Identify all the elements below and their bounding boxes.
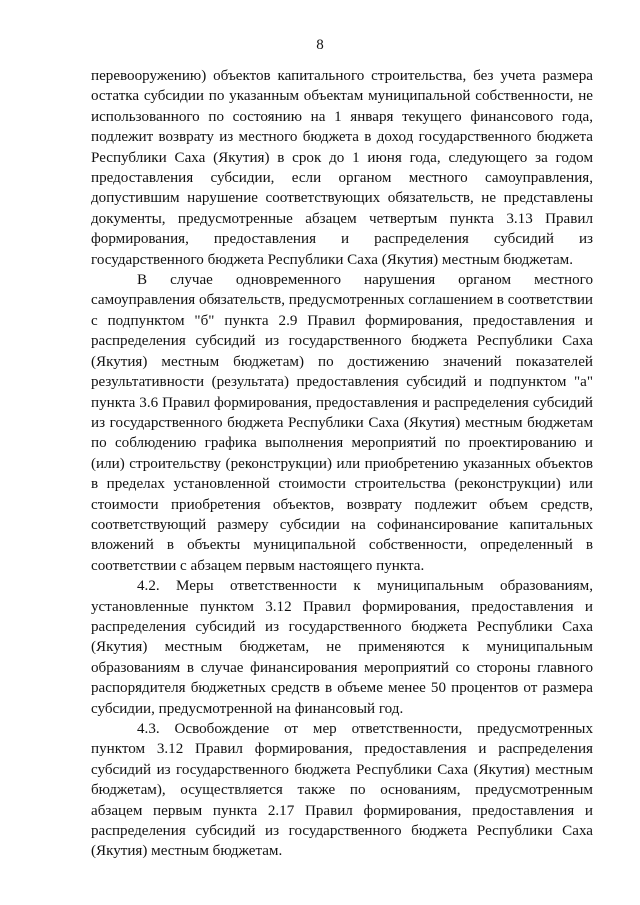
paragraph-simultaneous-violation: В случае одновременного нарушения органом местного самоуправления обязательств, предусмотренных соглашением в соответствии с подпунктом "б" пункта 2.9 Правил формирования, предоставления и распределения субсидий из государственного бюджета Республики Саха (Якутия) местным бюджетам) по достижению значений показателей результативности (результата) предоставления субсидий и подпунктом "а" пункта 3.6 Правил формирования, предоставления и распределения субсидий из государственного бюджета Республики Саха (Якутия) местным бюджетам по соблюдению графика выполнения мероприятий по проектированию и (или) строительству (реконструкции) или приобретению указанных объектов в пределах установленной стоимости строительства (реконструкции) или стоимости приобретения объектов, возврату подлежит объем средств, соответствующий размеру субсидии на софинансирование капитальных вложений в объекты муниципальной собственности, определенный в соответствии с абзацем первым настоящего пункта. [91, 272, 593, 574]
paragraph-4-2: 4.2. Меры ответственности к муниципальным образованиям, установленные пунктом 3.12 Правил формирования, предоставления и распределения субсидий из государственного бюджета Республики Саха (Якутия) местным бюджетам, не применяются к муниципальным образованиям в случае финансирования мероприятий со стороны главного распорядителя бюджетных средств в объеме менее 50 процентов от размера субсидии, предусмотренной на финансовый год. [91, 578, 593, 717]
paragraph-continuation: перевооружению) объектов капитального строительства, без учета размера остатка субсидии по указанным объектам муниципальной собственности, не использованного по состоянию на 1 января текущего финансового года, подлежит возврату из местного бюджета в доход государственного бюджета Республики Саха (Якутия) в срок до 1 июня года, следующего за годом предоставления субсидии, если органом местного самоуправления, допустившим нарушение соответствующих обязательств, не представлены документы, предусмотренные абзацем четвертым пункта 3.13 Правил формирования, предоставления и распределения субсидий из государственного бюджета Республики Саха (Якутия) местным бюджетам. [91, 68, 593, 268]
page-number: 8 [316, 37, 324, 53]
paragraph-4-3: 4.3. Освобождение от мер ответственности, предусмотренных пунктом 3.12 Правил формирования, предоставления и распределения субсидий из государственного бюджета Республики Саха (Якутия) местным бюджетам), осуществляется также по основаниям, предусмотренным абзацем первым пункта 2.17 Правил формирования, предоставления и распределения субсидий из государственного бюджета Республики Саха (Якутия) местным бюджетам. [91, 721, 593, 860]
document-body [91, 66, 593, 862]
